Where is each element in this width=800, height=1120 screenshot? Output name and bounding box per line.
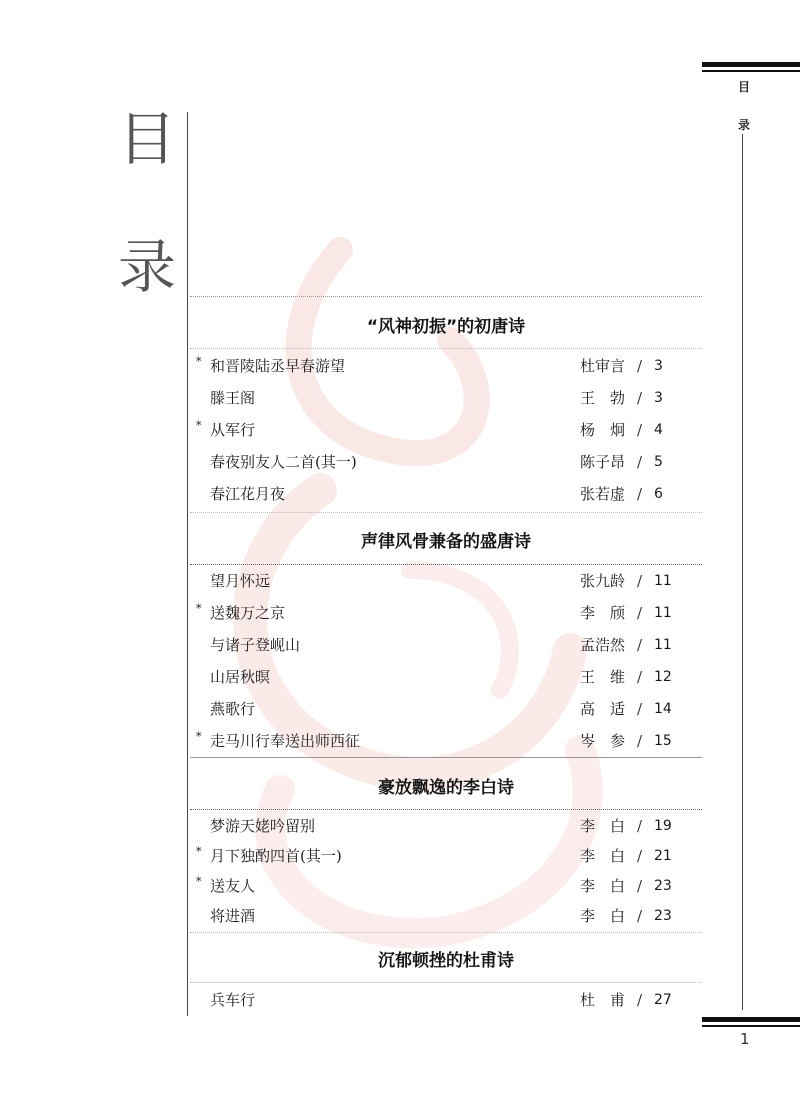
entry-title: 滕王阁 [210, 389, 256, 407]
entry-title: 兵车行 [210, 991, 256, 1009]
entry-title: 春夜别友人二首(其一) [210, 453, 357, 471]
entry-author: 李 颀 [580, 604, 626, 622]
slash-separator: / [637, 485, 643, 503]
entry-author: 孟浩然 [580, 636, 626, 654]
entry-author: 陈子昂 [580, 453, 626, 471]
section-divider [190, 757, 702, 758]
asterisk-mark: * [196, 602, 202, 615]
entry-author: 杜 甫 [580, 991, 626, 1009]
section-heading-du-fu: 沉郁顿挫的杜甫诗 [378, 951, 514, 971]
entry-page: 11 [654, 605, 672, 621]
entry-title: 和晋陵陆丞早春游望 [210, 357, 346, 375]
slash-separator: / [637, 668, 643, 686]
entry-title: 送友人 [210, 877, 256, 895]
section-heading-early-tang: “风神初振”的初唐诗 [366, 317, 526, 337]
slash-separator: / [637, 636, 643, 654]
entry-author: 杨 炯 [580, 421, 626, 439]
big-title-char-2: 录 [118, 233, 177, 301]
toc-entry[interactable] [196, 451, 666, 473]
toc-entry[interactable] [196, 666, 672, 688]
section-divider [190, 512, 702, 513]
slash-separator: / [637, 877, 643, 895]
slash-separator: / [637, 572, 643, 590]
side-tab-char-2: 录 [738, 118, 751, 132]
slash-separator: / [637, 817, 643, 835]
right-vertical-rule [742, 134, 743, 1010]
slash-separator: / [637, 453, 643, 471]
page-number: 1 [740, 1030, 750, 1048]
entry-page: 12 [654, 669, 672, 685]
entry-author: 李 白 [580, 847, 626, 865]
toc-entry[interactable] [196, 698, 672, 720]
entry-author: 杜审言 [580, 357, 626, 375]
entry-page: 27 [654, 992, 672, 1008]
entry-title: 望月怀远 [210, 572, 271, 590]
entry-page: 4 [654, 422, 663, 438]
toc-entry[interactable] [196, 602, 672, 624]
toc-entry[interactable] [196, 730, 672, 752]
asterisk-mark: * [196, 419, 202, 432]
section-divider [190, 564, 702, 565]
entry-author: 李 白 [580, 817, 626, 835]
toc-entry[interactable] [196, 875, 672, 897]
entry-author: 张若虚 [580, 485, 626, 503]
entry-page: 21 [654, 848, 672, 864]
top-right-bars [702, 62, 800, 72]
toc-entry[interactable] [196, 570, 672, 592]
section-divider [190, 809, 702, 810]
entry-title: 与诸子登岘山 [210, 636, 301, 654]
entry-page: 19 [654, 818, 672, 834]
asterisk-mark: * [196, 875, 202, 888]
entry-page: 23 [654, 878, 672, 894]
section-divider [190, 932, 702, 933]
entry-author: 王 勃 [580, 389, 626, 407]
entry-page: 5 [654, 454, 663, 470]
slash-separator: / [637, 732, 643, 750]
entry-page: 15 [654, 733, 672, 749]
entry-title: 从军行 [210, 421, 256, 439]
section-heading-high-tang: 声律风骨兼备的盛唐诗 [361, 532, 531, 552]
big-title-char-1: 目 [118, 105, 177, 173]
entry-title: 将进酒 [210, 907, 256, 925]
entry-page: 23 [654, 908, 672, 924]
toc-entry[interactable] [196, 815, 672, 837]
bottom-right-bars [702, 1017, 800, 1027]
toc-entry[interactable] [196, 905, 672, 927]
entry-page: 3 [654, 390, 663, 406]
toc-entry[interactable] [196, 483, 666, 505]
entry-page: 11 [654, 637, 672, 653]
side-tab-char-1: 目 [738, 80, 751, 94]
top-dotted-divider [190, 296, 702, 297]
entry-title: 春江花月夜 [210, 485, 286, 503]
entry-page: 11 [654, 573, 672, 589]
asterisk-mark: * [196, 730, 202, 743]
entry-title: 月下独酌四首(其一) [210, 847, 342, 865]
asterisk-mark: * [196, 845, 202, 858]
entry-author: 李 白 [580, 877, 626, 895]
entry-page: 6 [654, 486, 663, 502]
entry-author: 高 适 [580, 700, 626, 718]
entry-page: 14 [654, 701, 672, 717]
entry-title: 送魏万之京 [210, 604, 286, 622]
toc-entry[interactable] [196, 845, 672, 867]
section-divider [190, 982, 702, 983]
slash-separator: / [637, 357, 643, 375]
entry-author: 张九龄 [580, 572, 626, 590]
entry-author: 王 维 [580, 668, 626, 686]
entry-title: 燕歌行 [210, 700, 256, 718]
slash-separator: / [637, 421, 643, 439]
toc-entry[interactable] [196, 989, 672, 1011]
entry-author: 岑 参 [580, 732, 626, 750]
entry-title: 梦游天姥吟留别 [210, 817, 316, 835]
slash-separator: / [637, 700, 643, 718]
entry-author: 李 白 [580, 907, 626, 925]
slash-separator: / [637, 389, 643, 407]
slash-separator: / [637, 604, 643, 622]
toc-entry[interactable] [196, 419, 666, 441]
left-vertical-rule [187, 112, 188, 1016]
slash-separator: / [637, 847, 643, 865]
slash-separator: / [637, 907, 643, 925]
section-divider [190, 348, 702, 349]
toc-entry[interactable] [196, 387, 666, 409]
section-heading-li-bai: 豪放飘逸的李白诗 [378, 778, 514, 798]
toc-entry[interactable] [196, 634, 672, 656]
entry-title: 走马川行奉送出师西征 [210, 732, 361, 750]
entry-page: 3 [654, 358, 663, 374]
asterisk-mark: * [196, 355, 202, 368]
toc-entry[interactable] [196, 355, 666, 377]
entry-title: 山居秋暝 [210, 668, 271, 686]
slash-separator: / [637, 991, 643, 1009]
